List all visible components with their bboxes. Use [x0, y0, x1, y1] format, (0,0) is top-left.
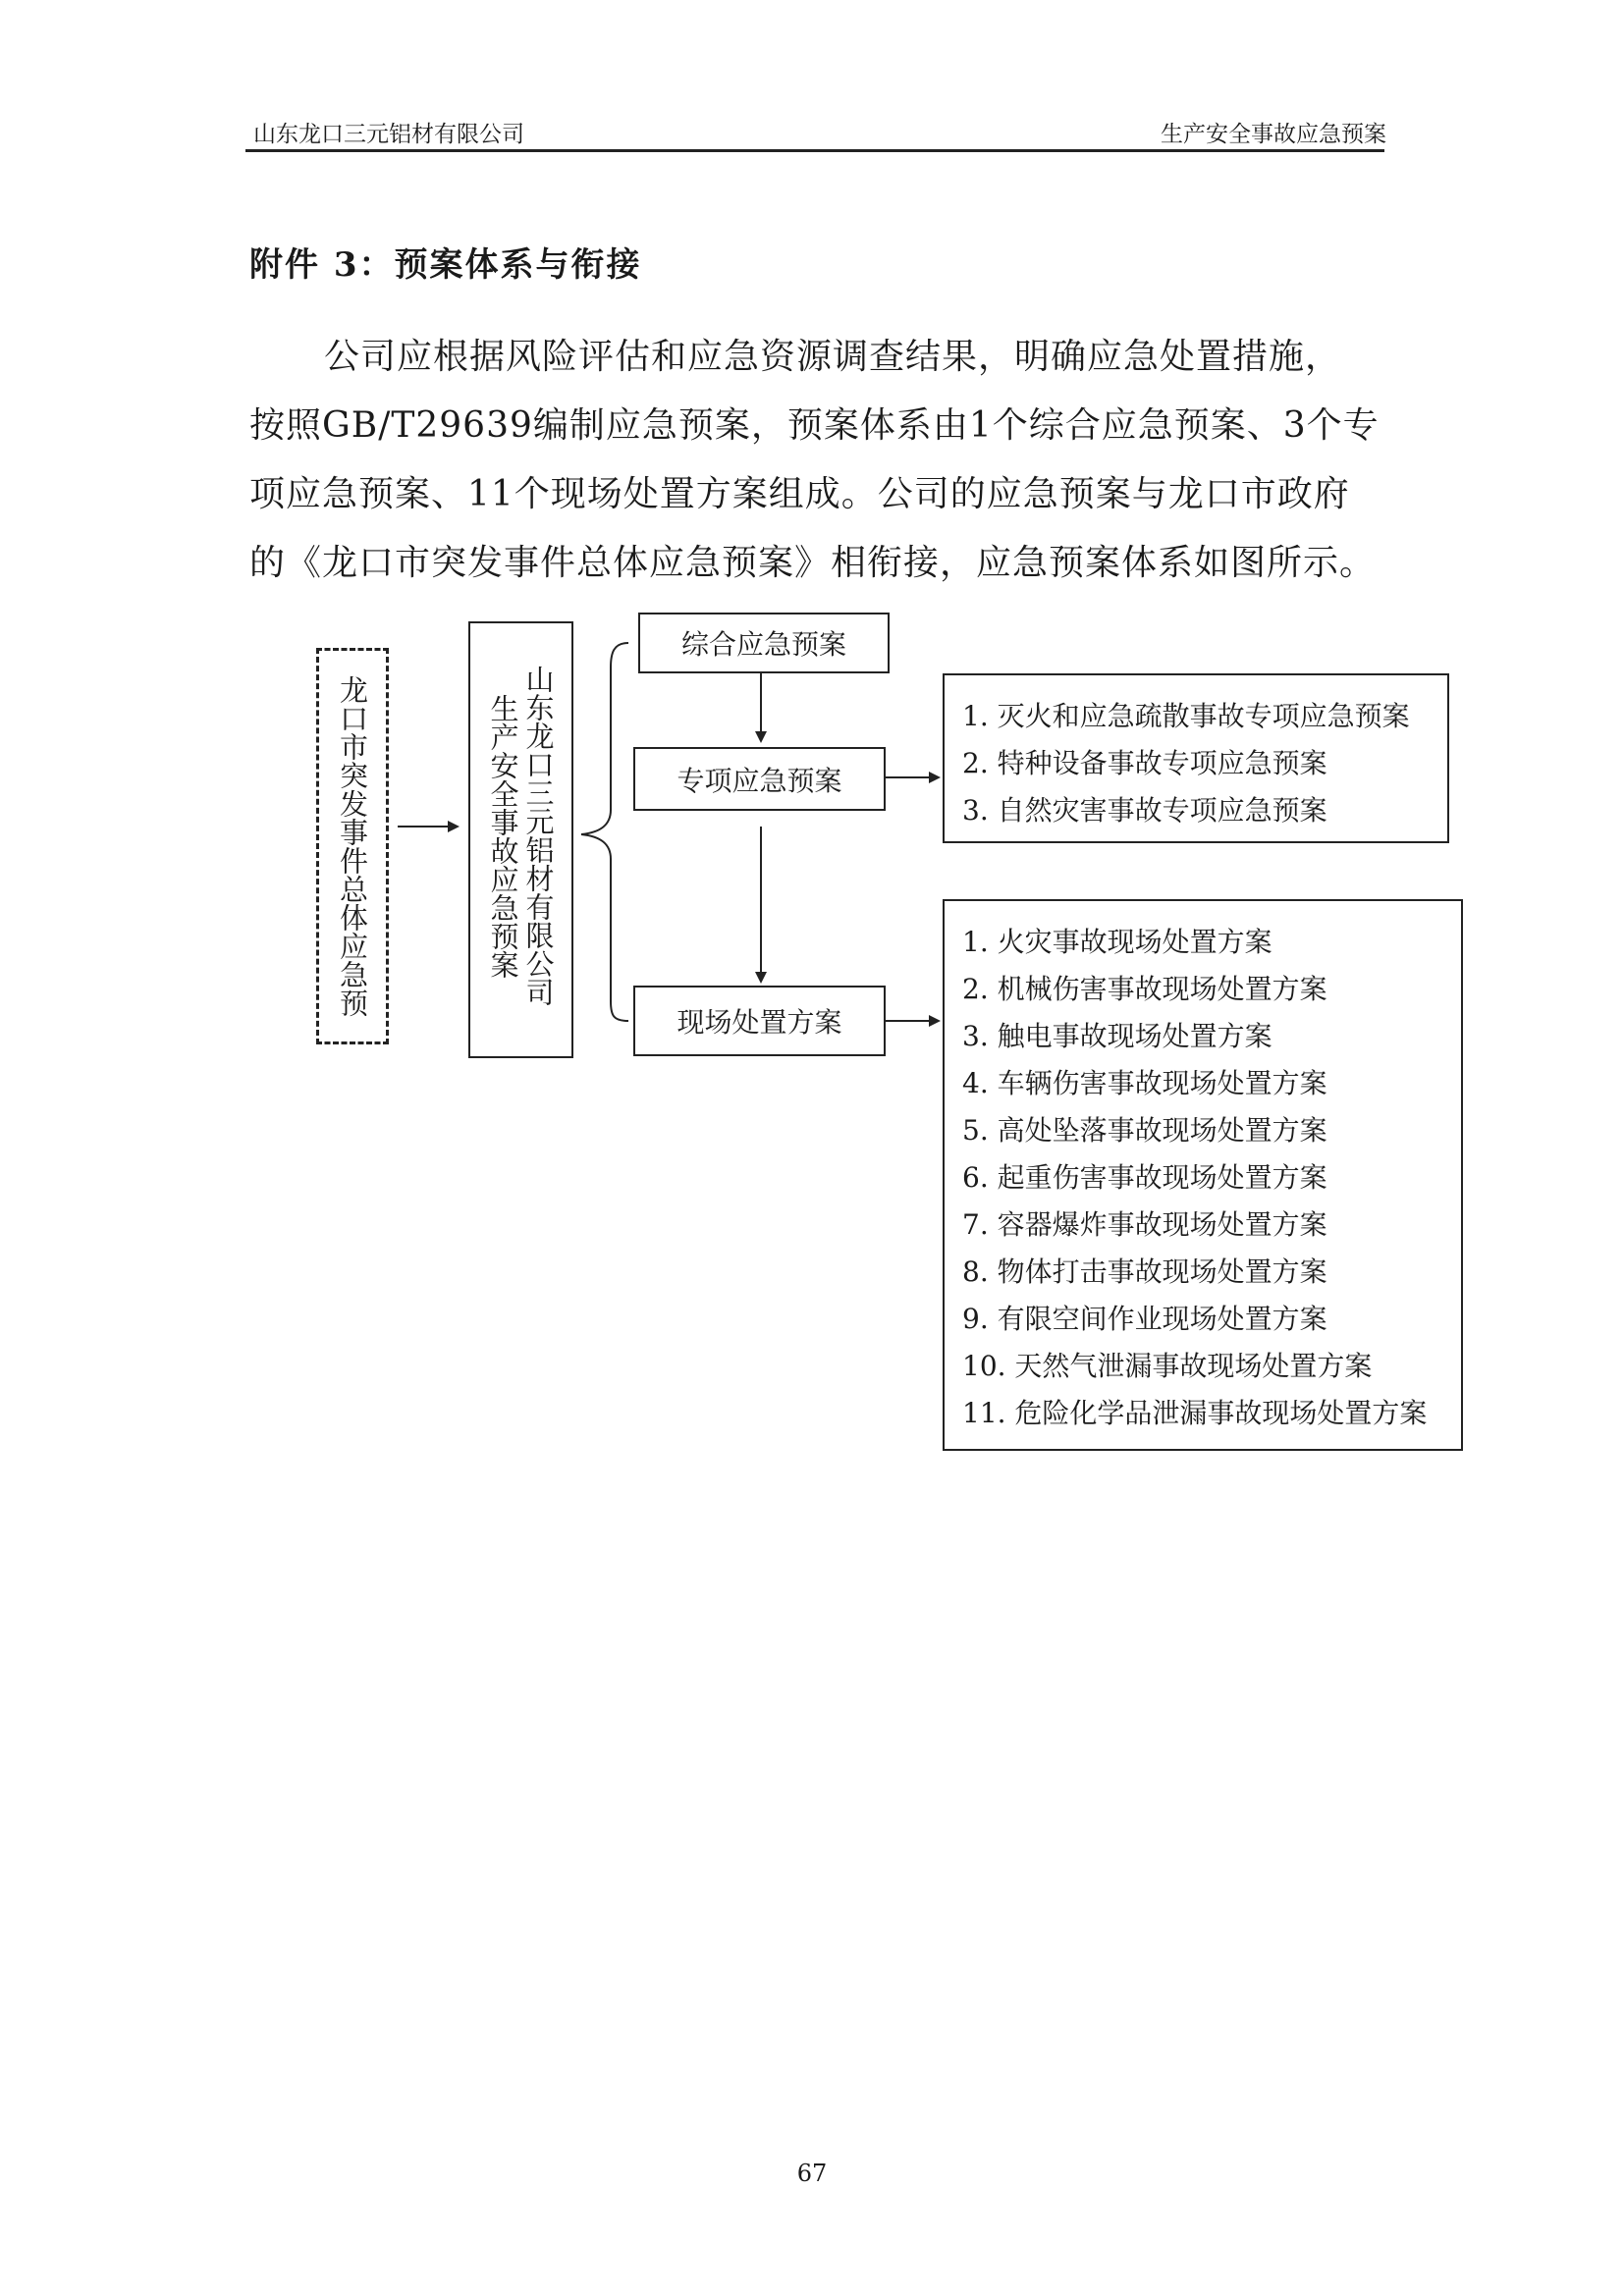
list-item: 2. 特种设备事故专项应急预案	[962, 747, 1327, 779]
list-item: 2. 机械伤害事故现场处置方案	[962, 973, 1327, 1005]
paragraph-line: 公司应根据风险评估和应急资源调查结果，明确应急处置措施，	[324, 337, 1342, 377]
header-doc-title: 生产安全事故应急预案	[1161, 122, 1386, 147]
comprehensive-plan-label: 综合应急预案	[680, 628, 846, 661]
paragraph-line: 的《龙口市突发事件总体应急预案》相衔接，应急预案体系如图所示。	[249, 543, 1377, 583]
paragraph-line: 按照GB/T29639编制应急预案，预案体系由1个综合应急预案、3个专	[249, 405, 1380, 446]
comprehensive-plan-box	[638, 613, 890, 673]
list-item: 4. 车辆伤害事故现场处置方案	[962, 1067, 1327, 1099]
company-plan-column: 生产安全事故应急预案	[486, 694, 520, 979]
page-number: 67	[796, 2160, 828, 2187]
bracket-connector	[581, 643, 628, 1021]
list-item: 3. 自然灾害事故专项应急预案	[962, 794, 1327, 827]
header-company: 山东龙口三元铝材有限公司	[253, 122, 524, 147]
company-plan-box	[468, 621, 573, 1058]
company-name-column: 山东龙口三元铝材有限公司	[521, 665, 556, 1006]
list-item: 6. 起重伤害事故现场处置方案	[962, 1161, 1327, 1194]
list-item: 5. 高处坠落事故现场处置方案	[962, 1114, 1327, 1147]
list-item: 9. 有限空间作业现场处置方案	[962, 1303, 1327, 1335]
list-item: 10. 天然气泄漏事故现场处置方案	[962, 1350, 1373, 1382]
onsite-plan-box	[633, 986, 886, 1056]
special-plan-box	[633, 747, 886, 811]
list-item: 8. 物体打击事故现场处置方案	[962, 1255, 1327, 1288]
special-plan-label: 专项应急预案	[677, 764, 842, 797]
paragraph-line: 项应急预案、11个现场处置方案组成。公司的应急预案与龙口市政府	[249, 474, 1350, 514]
municipal-plan-label: 龙口市突发事件总体应急预	[336, 675, 369, 1017]
special-plan-list	[943, 673, 1449, 843]
onsite-plan-label: 现场处置方案	[677, 1006, 842, 1039]
list-item: 11. 危险化学品泄漏事故现场处置方案	[962, 1397, 1428, 1429]
list-item: 7. 容器爆炸事故现场处置方案	[962, 1208, 1327, 1241]
list-item: 1. 火灾事故现场处置方案	[962, 926, 1272, 958]
list-item: 1. 灭火和应急疏散事故专项应急预案	[962, 700, 1410, 732]
municipal-plan-box	[316, 648, 389, 1044]
section-title: 附件 3：预案体系与衔接	[249, 245, 642, 285]
list-item: 3. 触电事故现场处置方案	[962, 1020, 1272, 1052]
onsite-plan-list	[943, 899, 1463, 1451]
